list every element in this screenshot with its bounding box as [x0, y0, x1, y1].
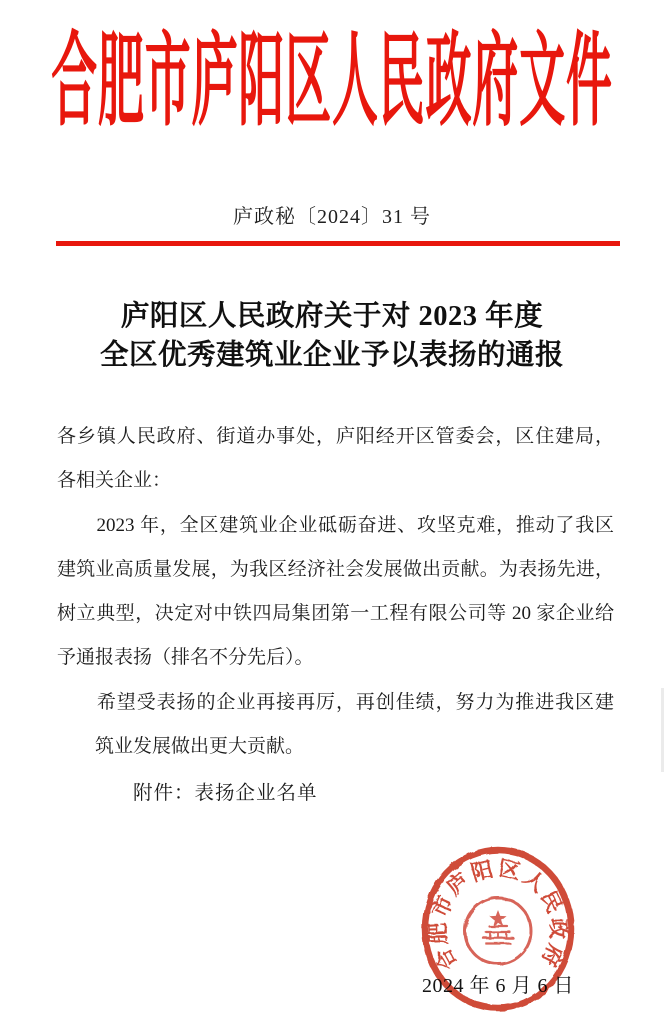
seal-text: 合肥市庐阳区人民政府: [425, 856, 571, 975]
body-line: 筑业发展做出更大贡献。: [57, 736, 305, 758]
red-divider-line: [56, 241, 620, 246]
issue-date: 2024 年 6 月 6 日: [422, 975, 574, 997]
title-line-2: 全区优秀建筑业企业予以表扬的通报: [99, 340, 564, 371]
doc-number: 庐政秘〔2024〕31 号: [233, 206, 431, 228]
emblem-star-icon: [489, 910, 506, 926]
title-line-1: 庐阳区人民政府关于对 2023 年度: [120, 301, 544, 332]
body-line: 各相关企业：: [57, 470, 172, 492]
body-text: [57, 415, 614, 769]
body-line: 2023 年，全区建筑业企业砥砺奋进、攻坚克难，推动了我区: [57, 514, 614, 536]
document-title: [0, 297, 664, 375]
emblem-gate-icon: [483, 926, 513, 944]
national-emblem-icon: [465, 898, 531, 964]
body-line: 各乡镇人民政府、街道办事处，庐阳经开区管委会，区住建局，: [57, 426, 614, 447]
body-line: 建筑业高质量发展，为我区经济社会发展做出贡献。为表扬先进，: [57, 558, 614, 580]
official-seal-stamp: [410, 835, 586, 1023]
document-letterhead: [0, 22, 664, 144]
body-line: 予通报表扬（排名不分先后）。: [57, 647, 314, 669]
attachment-note: 附件：表扬企业名单: [133, 783, 318, 804]
body-line: 希望受表扬的企业再接再厉，再创佳绩，努力为推进我区建: [57, 691, 614, 713]
body-line: 树立典型，决定对中铁四局集团第一工程有限公司等 20 家企业给: [57, 603, 614, 625]
letterhead-title: 合肥市庐阳区人民政府文件: [51, 26, 613, 139]
